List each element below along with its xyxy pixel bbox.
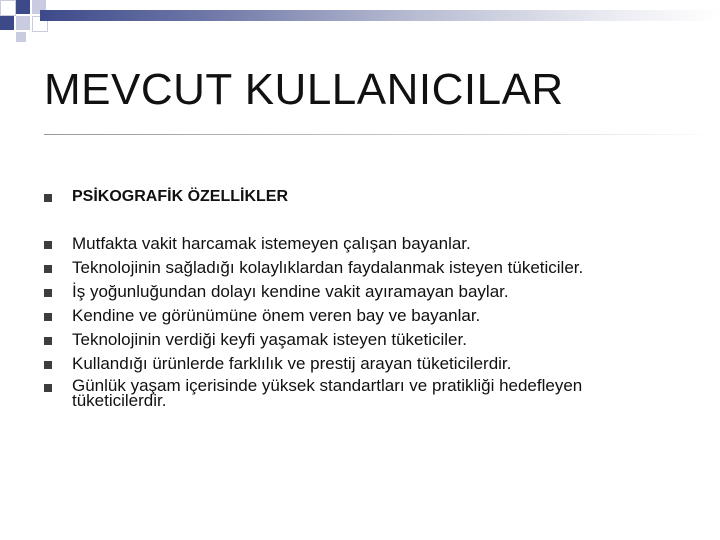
top-gradient-bar — [40, 10, 720, 21]
square-bullet-icon — [44, 194, 52, 202]
square-bullet-icon — [44, 337, 52, 345]
square-bullet-icon — [44, 289, 52, 297]
list-item: Kullandığı ürünlerde farklılık ve prestij arayan tüketicilerdir. — [72, 354, 512, 373]
corner-decoration — [0, 0, 60, 44]
square-bullet-icon — [44, 313, 52, 321]
slide-title: MEVCUT KULLANICILAR — [44, 65, 564, 114]
list-item: Mutfakta vakit harcamak istemeyen çalışan bayanlar. — [72, 234, 471, 253]
square-bullet-icon — [44, 265, 52, 273]
list-item: Teknolojinin verdiği keyfi yaşamak isteyen tüketiciler. — [72, 330, 467, 349]
list-item: Teknolojinin sağladığı kolaylıklardan faydalanmak isteyen tüketiciler. — [72, 258, 584, 277]
section-heading: PSİKOGRAFİK ÖZELLİKLER — [72, 188, 288, 205]
square-bullet-icon — [44, 384, 52, 392]
title-divider — [44, 134, 720, 135]
list-item: İş yoğunluğundan dolayı kendine vakit ayıramayan baylar. — [72, 282, 509, 301]
square-bullet-icon — [44, 241, 52, 249]
square-bullet-icon — [44, 361, 52, 369]
list-item: Kendine ve görünümüne önem veren bay ve bayanlar. — [72, 306, 481, 325]
list-item: Günlük yaşam içerisinde yüksek standartları ve pratikliği hedefleyen tüketicilerdir. — [72, 376, 583, 410]
